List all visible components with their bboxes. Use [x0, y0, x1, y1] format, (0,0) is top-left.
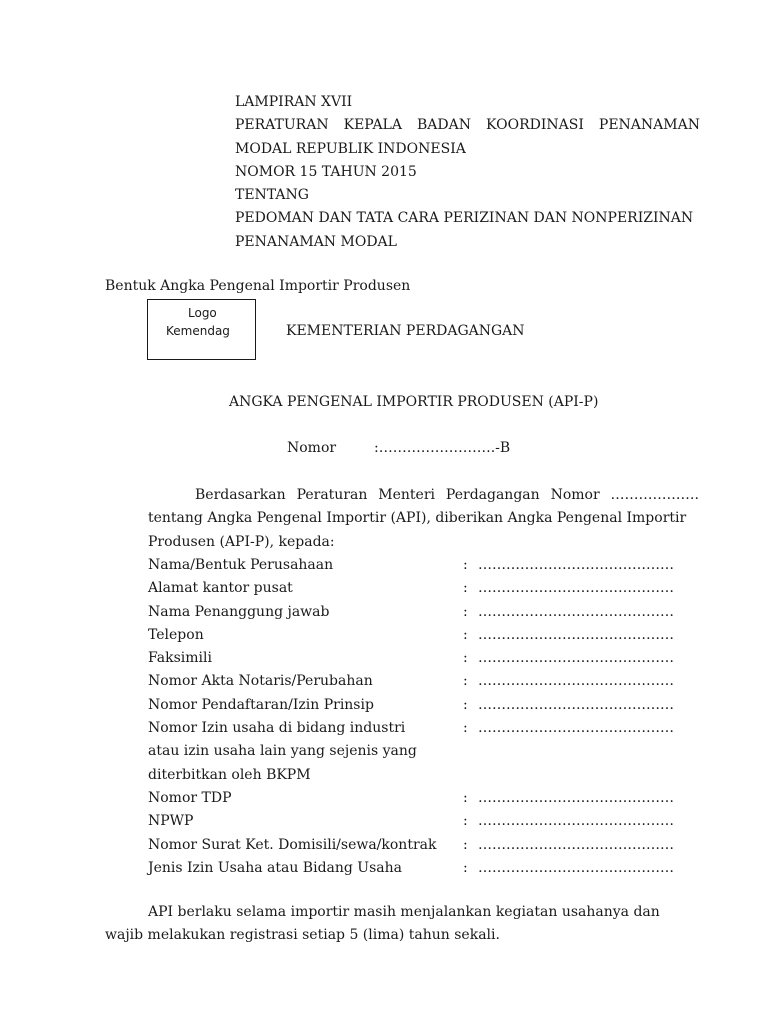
header-word: KOORDINASI	[486, 117, 584, 134]
field-colon: :	[463, 836, 468, 853]
field-blank: ……………………………………	[478, 789, 674, 806]
intro-word: Perdagangan	[445, 487, 540, 503]
document-title: ANGKA PENGENAL IMPORTIR PRODUSEN (API-P)	[229, 394, 599, 410]
intro-paragraph	[148, 484, 699, 554]
field-row	[148, 694, 708, 717]
field-colon: :	[463, 859, 468, 876]
field-label: Nomor Akta Notaris/Perubahan	[148, 673, 373, 690]
intro-line-justified	[148, 484, 699, 507]
closing-line: API berlaku selama importir masih menjalankan kegiatan usahanya dan	[148, 904, 660, 920]
header-line: PEDOMAN DAN TATA CARA PERIZINAN DAN NONPERIZINAN	[235, 210, 694, 227]
field-colon: :	[463, 603, 468, 620]
field-label: Nomor Izin usaha di bidang industri	[148, 720, 406, 737]
intro-word: Berdasarkan	[195, 487, 286, 503]
ministry-name: KEMENTERIAN PERDAGANGAN	[286, 323, 525, 339]
intro-word: Nomor	[550, 487, 600, 503]
form-subtitle: Bentuk Angka Pengenal Importir Produsen	[105, 278, 411, 294]
regulation-header	[235, 91, 700, 254]
field-label: Telepon	[148, 626, 204, 643]
field-colon: :	[463, 650, 468, 667]
field-label: NPWP	[148, 813, 194, 830]
field-label: Alamat kantor pusat	[148, 580, 293, 597]
header-line-justified	[235, 114, 700, 137]
field-label: Jenis Izin Usaha atau Bidang Usaha	[148, 859, 403, 876]
header-word: KEPALA	[343, 117, 402, 134]
field-blank: ……………………………………	[478, 557, 674, 573]
header-line: PENANAMAN MODAL	[235, 233, 397, 250]
nomor-label: Nomor	[287, 440, 337, 456]
field-blank: ……………………………………	[478, 859, 674, 876]
field-colon: :	[463, 673, 468, 690]
field-label: Nomor Pendaftaran/Izin Prinsip	[148, 696, 374, 713]
field-label-continuation: diterbitkan oleh BKPM	[148, 766, 311, 783]
field-row	[148, 670, 708, 693]
header-line: MODAL REPUBLIK INDONESIA	[235, 140, 466, 157]
header-word: PENANAMAN	[598, 117, 700, 134]
intro-word: ……………….	[610, 487, 699, 503]
closing-paragraph	[105, 901, 703, 948]
header-word: BADAN	[417, 117, 471, 134]
field-label: Nomor TDP	[148, 789, 232, 806]
field-colon: :	[463, 789, 468, 806]
header-line: TENTANG	[235, 187, 309, 204]
field-row	[148, 834, 708, 857]
field-colon: :	[463, 580, 468, 597]
field-label-continuation: atau izin usaha lain yang sejenis yang	[148, 743, 417, 760]
intro-word: Menteri	[378, 487, 436, 503]
logo-placeholder-line2: Kemendag	[166, 324, 230, 338]
field-row	[148, 577, 708, 600]
field-colon: :	[463, 813, 468, 830]
field-colon: :	[463, 720, 468, 737]
field-label: Faksimili	[148, 650, 212, 667]
field-label: Nama/Bentuk Perusahaan	[148, 557, 334, 573]
field-row	[148, 810, 708, 833]
field-blank: ……………………………………	[478, 626, 674, 643]
field-colon: :	[463, 626, 468, 643]
header-line: NOMOR 15 TAHUN 2015	[235, 163, 417, 180]
intro-line: Produsen (API-P), kepada:	[148, 533, 335, 550]
field-blank: ……………………………………	[478, 836, 674, 853]
field-row	[148, 787, 708, 810]
field-blank: ……………………………………	[478, 720, 674, 737]
header-word: PERATURAN	[235, 117, 329, 134]
intro-word: Peraturan	[296, 487, 368, 503]
intro-line: tentang Angka Pengenal Importir (API), diberikan Angka Pengenal Importir	[148, 510, 687, 527]
field-blank: ……………………………………	[478, 580, 674, 597]
closing-line: wajib melakukan registrasi setiap 5 (lima) tahun sekali.	[105, 927, 500, 944]
field-blank: ……………………………………	[478, 673, 674, 690]
field-row	[148, 647, 708, 670]
logo-placeholder-line1: Logo	[188, 306, 217, 320]
logo-placeholder-box	[147, 299, 256, 360]
field-colon: :	[463, 557, 468, 573]
header-line: LAMPIRAN XVII	[235, 94, 353, 110]
field-blank: ……………………………………	[478, 603, 674, 620]
field-row	[148, 857, 708, 880]
field-row	[148, 601, 708, 624]
nomor-value: :…………………….-B	[374, 440, 511, 456]
field-row	[148, 554, 708, 577]
field-colon: :	[463, 696, 468, 713]
field-blank: ……………………………………	[478, 813, 674, 830]
field-blank: ……………………………………	[478, 696, 674, 713]
field-label: Nama Penanggung jawab	[148, 603, 330, 620]
field-label: Nomor Surat Ket. Domisili/sewa/kontrak	[148, 836, 437, 853]
company-fields-list	[148, 554, 708, 880]
field-row	[148, 717, 708, 740]
field-blank: ……………………………………	[478, 650, 674, 667]
field-row	[148, 624, 708, 647]
